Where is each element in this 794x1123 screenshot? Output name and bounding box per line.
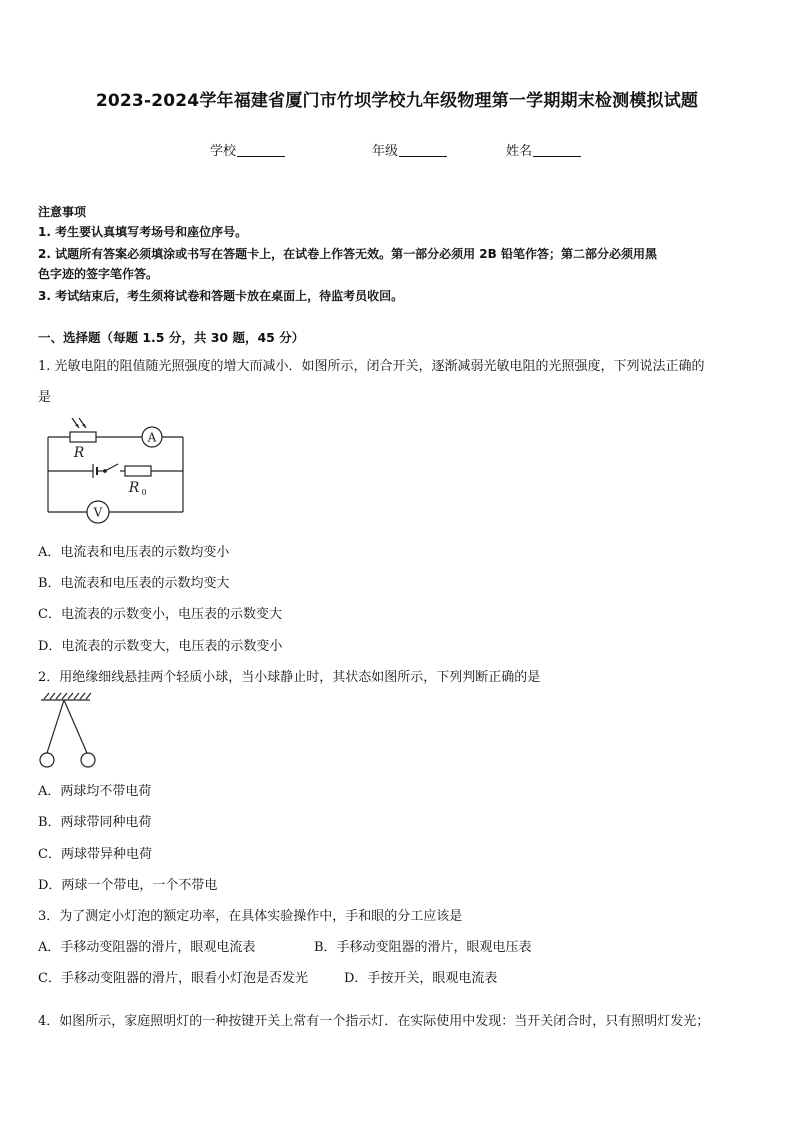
section-heading: 一、选择题（每题 1.5 分，共 30 题，45 分） (38, 330, 305, 345)
q2-option-c[interactable]: C．两球带异种电荷 (38, 847, 152, 862)
resistor-r-label: R (73, 445, 85, 461)
ammeter-label: A (147, 430, 157, 445)
school-label: 学校 (210, 144, 237, 159)
grade-field[interactable] (372, 140, 447, 159)
notice-item: 色字迹的签字笔作答。 (38, 267, 159, 281)
question-3-stem: 3．为了测定小灯泡的额定功率，在具体实验操作中，手和眼的分工应该是 (38, 909, 463, 924)
q3-option-b[interactable]: B．手移动变阻器的滑片，眼观电压表 (314, 940, 532, 955)
grade-blank[interactable] (399, 144, 447, 157)
q1-option-c[interactable]: C．电流表的示数变小，电压表的示数变大 (38, 607, 282, 622)
q3-option-d[interactable]: D．手按开关，眼观电流表 (344, 971, 498, 986)
q2-option-b[interactable]: B．两球带同种电荷 (38, 815, 152, 830)
name-label: 姓名 (506, 144, 533, 159)
name-field[interactable] (506, 140, 581, 159)
notice-item: 3. 考试结束后，考生须将试卷和答题卡放在桌面上，待监考员收回。 (38, 289, 404, 303)
notice-item: 1. 考生要认真填写考场号和座位序号。 (38, 225, 248, 239)
resistor-r0-label: R (128, 480, 140, 496)
question-1-stem-cont: 是 (38, 390, 52, 405)
right-ball-icon (81, 753, 95, 767)
q1-option-a[interactable]: A．电流表和电压表的示数均变小 (38, 545, 230, 560)
left-ball-icon (40, 753, 54, 767)
notice-item: 2. 试题所有答案必须填涂或书写在答题卡上，在试卷上作答无效。第一部分必须用 2B 铅笔作答；第二部分必须用黑 (38, 247, 657, 261)
light-arrow-icon (75, 424, 79, 428)
pendulum-diagram (36, 692, 106, 772)
grade-label: 年级 (372, 144, 399, 159)
page-title: 2023-2024学年福建省厦门市竹坝学校九年级物理第一学期期末检测模拟试题 (95, 91, 699, 111)
voltmeter-icon (87, 501, 109, 523)
question-2-stem: 2．用绝缘细线悬挂两个轻质小球，当小球静止时，其状态如图所示，下列判断正确的是 (38, 670, 541, 685)
q1-option-b[interactable]: B．电流表和电压表的示数均变大 (38, 576, 230, 591)
q2-option-d[interactable]: D．两球一个带电，一个不带电 (38, 878, 218, 893)
notice-heading: 注意事项 (38, 205, 87, 219)
q2-option-a[interactable]: A．两球均不带电荷 (38, 784, 152, 799)
q3-option-c[interactable]: C．手移动变阻器的滑片，眼看小灯泡是否发光 (38, 971, 308, 986)
question-1-stem: 1. 光敏电阻的阻值随光照强度的增大而减小．如图所示，闭合开关，逐渐减弱光敏电阻的光照强度，下列说法正确的 (38, 359, 705, 374)
school-blank[interactable] (237, 144, 285, 157)
resistor-r0-subscript: 0 (141, 488, 147, 497)
q1-option-d[interactable]: D．电流表的示数变大，电压表的示数变小 (38, 639, 283, 654)
ammeter-icon (142, 427, 162, 447)
circuit-diagram (38, 412, 198, 528)
name-blank[interactable] (533, 144, 581, 157)
question-4-stem: 4．如图所示，家庭照明灯的一种按键开关上常有一个指示灯．在实际使用中发现：当开关闭合时，只有照明灯发光； (38, 1014, 710, 1029)
q3-option-a[interactable]: A．手移动变阻器的滑片，眼观电流表 (38, 940, 256, 955)
voltmeter-label: V (93, 505, 103, 520)
light-arrow-icon (82, 424, 86, 428)
school-field[interactable] (210, 140, 285, 159)
